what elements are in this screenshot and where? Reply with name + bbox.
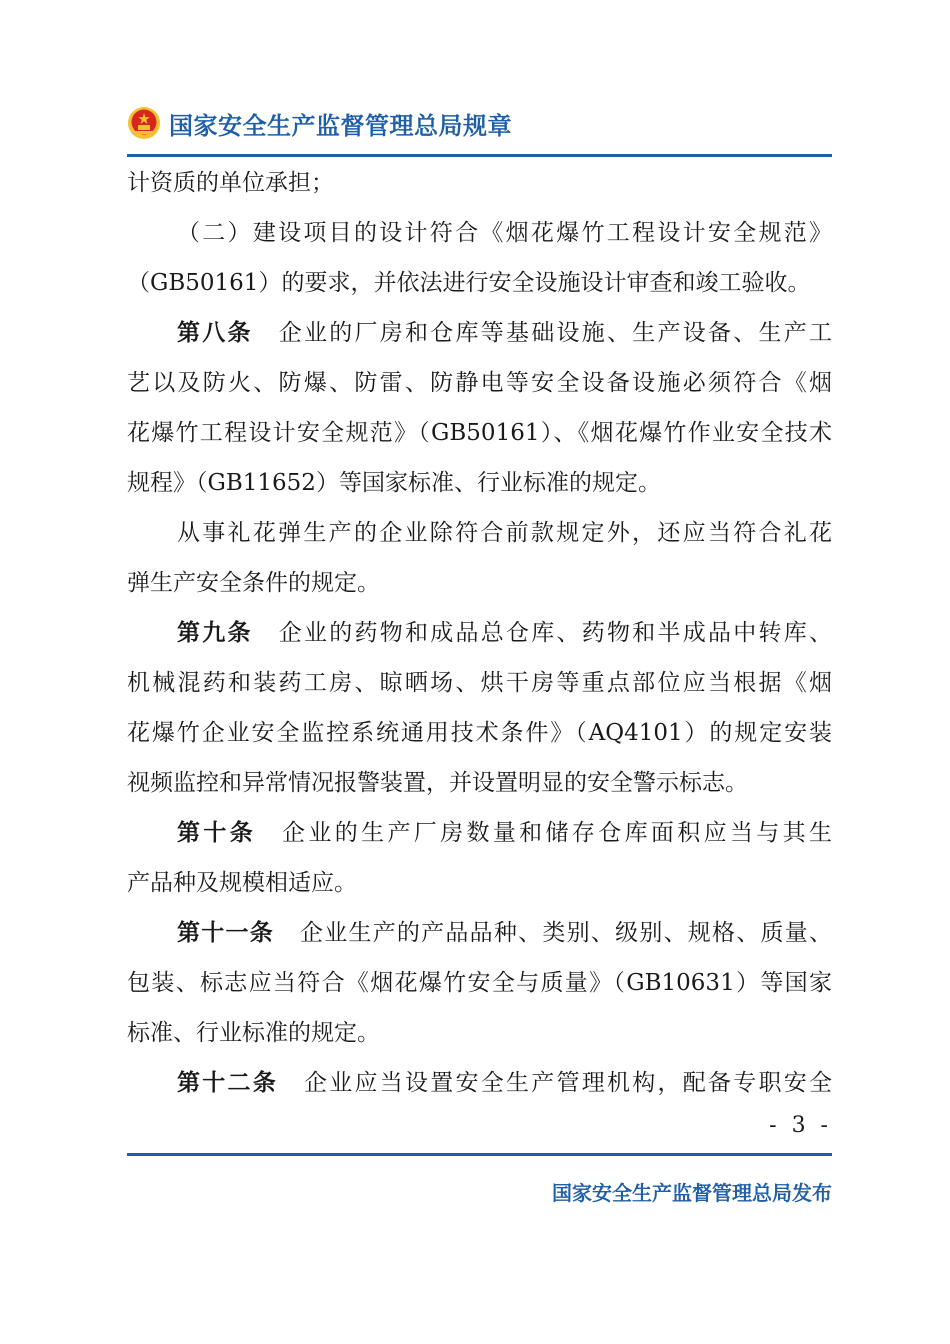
text-line: 包装、标志应当符合《烟花爆竹安全与质量》（GB10631）等国家 bbox=[127, 970, 832, 996]
national-emblem-icon bbox=[127, 106, 161, 140]
text-line: 花爆竹企业安全监控系统通用技术条件》（AQ4101）的规定安装 bbox=[127, 720, 832, 746]
text-line: （GB50161）的要求，并依法进行安全设施设计审查和竣工验收。 bbox=[127, 270, 811, 296]
article-12-first-line bbox=[127, 1058, 832, 1108]
header-rule bbox=[127, 154, 832, 157]
page-number: - 3 - bbox=[769, 1113, 832, 1138]
text-line: 产品种及规模相适应。 bbox=[127, 870, 357, 896]
text-line: 企业的厂房和仓库等基础设施、生产设备、生产工 bbox=[278, 320, 832, 346]
article-11-first-line bbox=[127, 908, 832, 958]
text-line: 机械混药和装药工房、晾晒场、烘干房等重点部位应当根据《烟 bbox=[127, 670, 832, 696]
document-body bbox=[127, 158, 832, 1108]
footer-title: 国家安全生产监督管理总局发布 bbox=[552, 1181, 832, 1205]
page-header bbox=[127, 100, 832, 146]
text-line: 视频监控和异常情况报警装置，并设置明显的安全警示标志。 bbox=[127, 770, 748, 796]
article-heading: 第十二条 bbox=[177, 1069, 278, 1096]
text-line: 企业应当设置安全生产管理机构，配备专职安全 bbox=[304, 1070, 832, 1096]
text-line: 企业生产的产品品种、类别、级别、规格、质量、 bbox=[299, 920, 832, 946]
text-line: 计资质的单位承担； bbox=[127, 170, 334, 196]
article-heading: 第八条 bbox=[177, 319, 253, 346]
text-line: 企业的药物和成品总仓库、药物和半成品中转库、 bbox=[278, 620, 832, 646]
article-8-first-line bbox=[127, 308, 832, 358]
text-line: 标准、行业标准的规定。 bbox=[127, 1020, 380, 1046]
text-line: 花爆竹工程设计安全规范》（GB50161）、《烟花爆竹作业安全技术 bbox=[127, 420, 832, 446]
article-9-first-line bbox=[127, 608, 832, 658]
text-line: 从事礼花弹生产的企业除符合前款规定外，还应当符合礼花 bbox=[177, 520, 832, 546]
header-title: 国家安全生产监督管理总局规章 bbox=[169, 111, 512, 140]
text-line: 弹生产安全条件的规定。 bbox=[127, 570, 380, 596]
article-10-first-line bbox=[127, 808, 832, 858]
text-line: 企业的生产厂房数量和储存仓库面积应当与其生 bbox=[282, 820, 832, 846]
text-line: （二）建设项目的设计符合《烟花爆竹工程设计安全规范》 bbox=[177, 220, 832, 246]
text-line: 艺以及防火、防爆、防雷、防静电等安全设备设施必须符合《烟 bbox=[127, 370, 832, 396]
text-line: 规程》（GB11652）等国家标准、行业标准的规定。 bbox=[127, 470, 661, 496]
footer-rule bbox=[127, 1153, 832, 1156]
article-heading: 第十条 bbox=[177, 819, 257, 846]
article-heading: 第九条 bbox=[177, 619, 253, 646]
article-heading: 第十一条 bbox=[177, 919, 274, 946]
